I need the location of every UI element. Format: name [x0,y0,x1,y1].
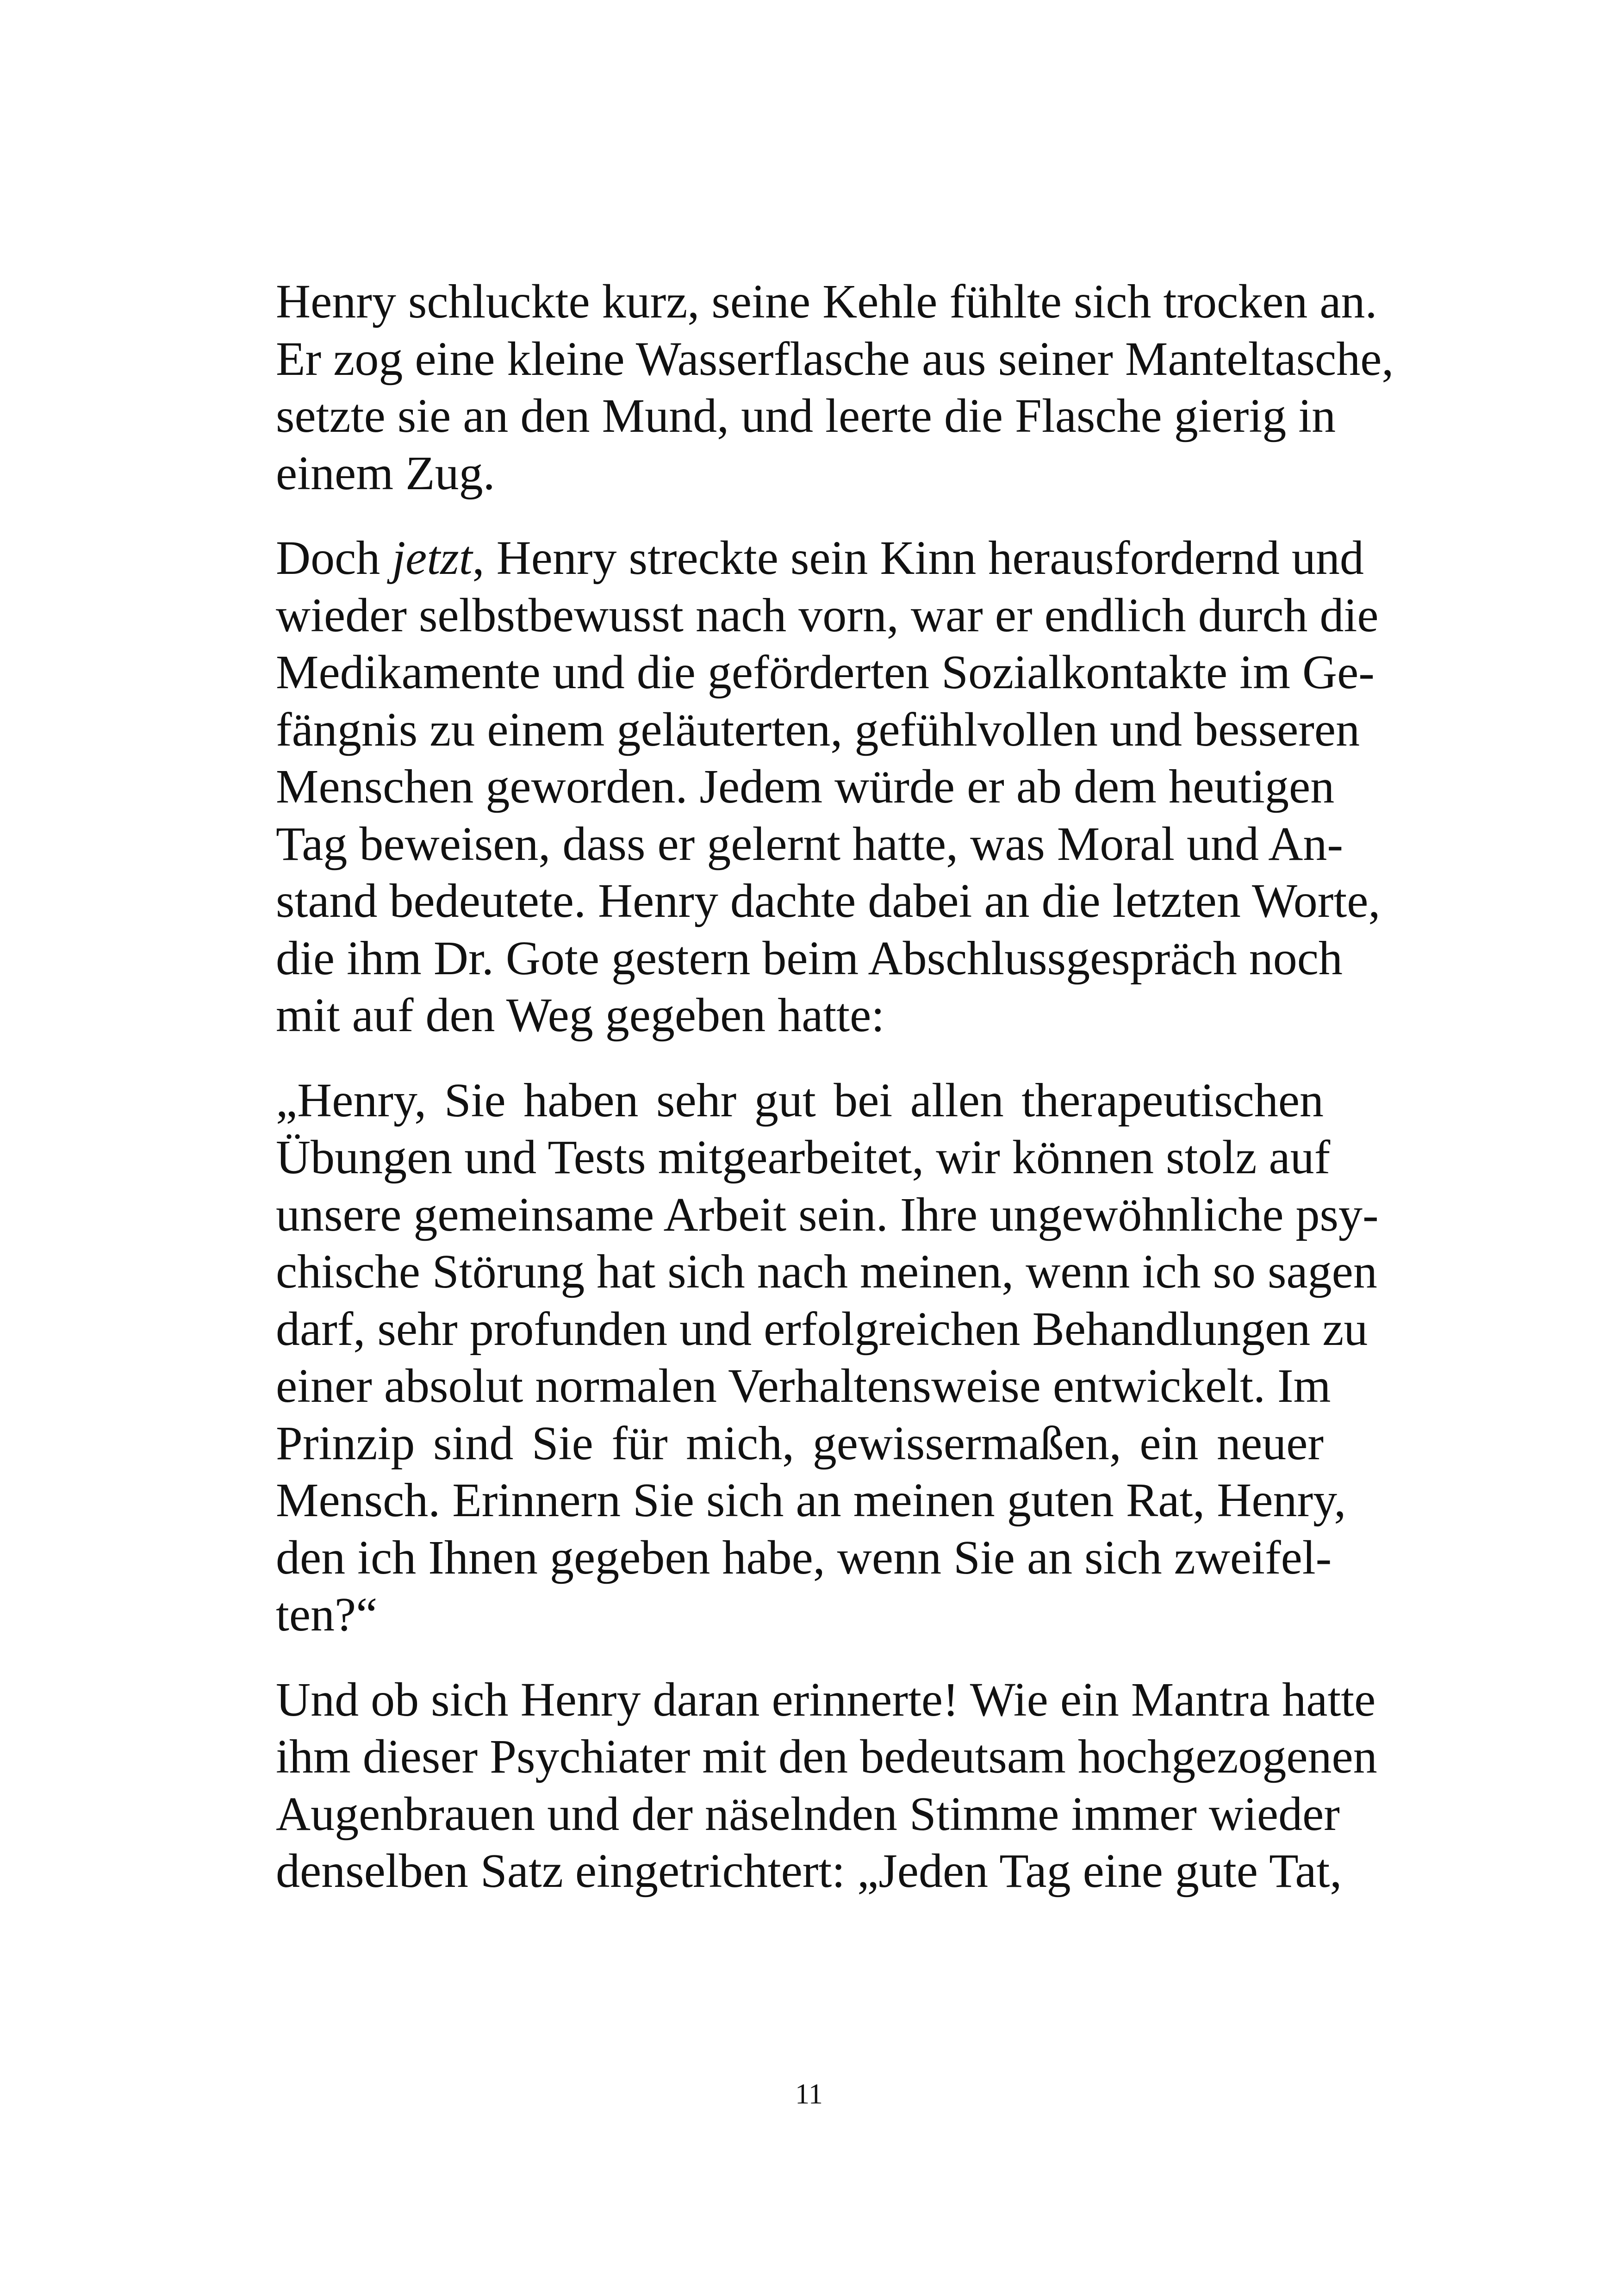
text-line: die ihm Dr. Gote gestern beim Abschlussgespräch noch [276,931,1343,985]
text-line: unsere gemeinsame Arbeit sein. Ihre ungewöhnliche psy- [276,1188,1379,1241]
text-line: Doch jetzt, Henry streckte sein Kinn herausfordernd und [276,531,1364,585]
text-line: ihm dieser Psychiater mit den bedeutsam hochgezogenen [276,1730,1377,1783]
text-line: denselben Satz eingetrichtert: „Jeden Tag eine gute Tat, [276,1844,1342,1898]
emphasis-word: jetzt [392,531,473,585]
text-line: stand bedeutete. Henry dachte dabei an die letzten Worte, [276,874,1381,927]
text-line: Und ob sich Henry daran erinnerte! Wie ein Mantra hatte [276,1673,1376,1726]
text-line: Er zog eine kleine Wasserflasche aus seiner Manteltasche, [276,332,1394,386]
page-number: 11 [795,2078,823,2110]
text-line: Henry schluckte kurz, seine Kehle fühlte sich trocken an. [276,275,1377,328]
text-line: Prinzip sind Sie für mich, gewissermaßen, ein neuer [276,1416,1324,1470]
text-line: Menschen geworden. Jedem würde er ab dem heutigen [276,760,1335,813]
text-line: fängnis zu einem geläuterten, gefühlvollen und besseren [276,703,1360,756]
paragraph-1 [276,273,1394,502]
paragraph-3 [276,1072,1379,1643]
text-line: ten?“ [276,1588,378,1641]
text-line: „Henry, Sie haben sehr gut bei allen therapeutischen [276,1073,1324,1127]
text-line: Medikamente und die geförderten Sozialkontakte im Ge- [276,646,1375,699]
text-line: den ich Ihnen gegeben habe, wenn Sie an sich zweifel- [276,1531,1332,1584]
text-line: Tag beweisen, dass er gelernt hatte, was Moral und An- [276,817,1344,871]
body-text [276,273,1394,1900]
paragraph-2 [276,529,1381,1044]
text-line: einem Zug. [276,446,495,500]
text-line: darf, sehr profunden und erfolgreichen Behandlungen zu [276,1302,1368,1356]
text-line: mit auf den Weg gegeben hatte: [276,989,885,1042]
text-line: einer absolut normalen Verhaltensweise entwickelt. Im [276,1359,1331,1412]
text-line: Augenbrauen und der näselnden Stimme immer wieder [276,1787,1340,1841]
text-line: setzte sie an den Mund, und leerte die Flasche gierig in [276,389,1336,442]
text-line: chische Störung hat sich nach meinen, wenn ich so sagen [276,1245,1377,1298]
text-line: Übungen und Tests mitgearbeitet, wir können stolz auf [276,1131,1331,1184]
paragraph-4 [276,1671,1377,1900]
text-line: wieder selbstbewusst nach vorn, war er endlich durch die [276,588,1379,642]
text-line: Mensch. Erinnern Sie sich an meinen guten Rat, Henry, [276,1474,1346,1527]
